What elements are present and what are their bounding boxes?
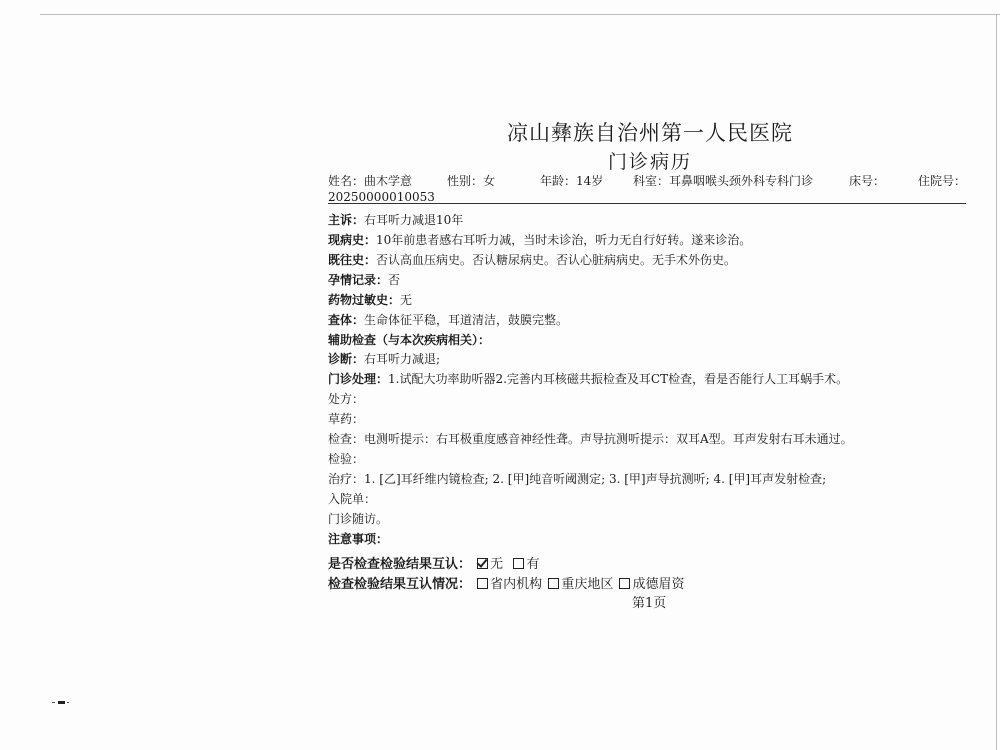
lab-test-row	[328, 450, 364, 467]
patient-sex-field	[447, 172, 495, 189]
scope-chongqing-label: 重庆地区	[561, 577, 614, 592]
treatment-label: 门诊处理：	[328, 372, 389, 386]
option-yes-checkbox[interactable]	[513, 558, 524, 569]
header-divider	[328, 203, 966, 204]
inpatient-no-label: 住院号：	[918, 174, 967, 188]
past-history-label: 既往史：	[328, 253, 377, 267]
record-title: 门诊病历	[607, 151, 692, 173]
scope-chengdemeizi-label: 成德眉资	[632, 577, 685, 592]
scope-province-label: 省内机构	[490, 577, 543, 592]
treatment: 1.试配大功率助听器2.完善内耳核磁共振检查及耳CT检查，看是否能行人工耳蜗手术。	[388, 372, 849, 386]
pregnancy: 否	[388, 273, 401, 287]
therapy: 1. [乙]耳纤维内镜检查; 2. [甲]纯音听阈测定; 3. [甲]声导抗测听; 4. [甲]耳声发射检查;	[364, 472, 827, 486]
herbal-row	[328, 410, 364, 427]
physical-exam-row	[328, 311, 568, 328]
scan-speck	[52, 700, 70, 705]
present-illness-label: 现病史：	[328, 233, 377, 247]
lab-test-label: 检验：	[328, 452, 365, 466]
chief-complaint: 右耳听力减退10年	[364, 213, 464, 227]
scope-province-checkbox[interactable]	[477, 578, 488, 589]
scope-chongqing-checkbox[interactable]	[548, 578, 559, 589]
bed-label: 床号：	[849, 174, 886, 188]
patient-age: 14岁	[576, 174, 604, 188]
page-number: 第1页	[632, 596, 667, 611]
admission-row	[328, 490, 376, 507]
past-history: 否认高血压病史。否认糖尿病史。否认心脏病病史。无手术外伤史。	[376, 253, 737, 267]
allergy-label: 药物过敏史：	[328, 293, 401, 307]
allergy: 无	[400, 293, 413, 307]
examination-row	[328, 430, 853, 447]
examination-label: 检查：	[328, 432, 365, 446]
patient-sex-label: 性别：	[447, 174, 484, 188]
mutual-recognition-question	[328, 553, 539, 572]
mutual-recognition-status-label: 检查检验结果互认情况：	[328, 577, 472, 592]
physical-exam: 生命体征平稳，耳道清洁，鼓膜完整。	[364, 313, 569, 327]
hospital-name: 凉山彝族自治州第一人民医院	[507, 121, 793, 145]
pregnancy-label: 孕情记录：	[328, 273, 389, 287]
patient-age-field	[540, 172, 603, 189]
physical-exam-label: 查体：	[328, 313, 365, 327]
department-field	[633, 172, 813, 189]
inpatient-number: 20250000010053	[328, 190, 435, 204]
scan-edge-right	[996, 14, 997, 750]
chief-complaint-label: 主诉：	[328, 213, 365, 227]
herbal-label: 草药：	[328, 412, 365, 426]
admission-label: 入院单：	[328, 492, 377, 506]
treatment-row	[328, 370, 848, 387]
pregnancy-row	[328, 271, 400, 288]
mutual-recognition-question-label: 是否检查检验结果互认：	[328, 557, 472, 572]
auxiliary-exam-label: 辅助检查（与本次疾病相关）：	[328, 333, 491, 347]
scan-edge-top	[40, 14, 1000, 15]
bed-field	[849, 172, 885, 189]
follow-up: 门诊随访。	[328, 512, 389, 526]
patient-sex: 女	[483, 174, 496, 188]
diagnosis: 右耳听力减退;	[364, 352, 441, 366]
department: 耳鼻咽喉头颈外科专科门诊	[669, 174, 814, 188]
chief-complaint-row	[328, 211, 463, 228]
patient-name-field	[328, 172, 412, 189]
notes-label: 注意事项：	[328, 532, 389, 546]
examination: 电测听提示：右耳极重度感音神经性聋。声导抗测听提示：双耳A型。耳声发射右耳未通过。	[364, 432, 853, 446]
department-label: 科室：	[633, 174, 670, 188]
therapy-row	[328, 470, 826, 487]
prescription-row	[328, 390, 364, 407]
patient-age-label: 年龄：	[540, 174, 577, 188]
present-illness: 10年前患者感右耳听力减，当时未诊治，听力无自行好转。遂来诊治。	[376, 233, 752, 247]
patient-name: 曲木学意	[364, 174, 413, 188]
scope-chengdemeizi-checkbox[interactable]	[619, 578, 630, 589]
prescription-label: 处方：	[328, 392, 365, 406]
mutual-recognition-status	[328, 573, 684, 592]
past-history-row	[328, 251, 736, 268]
present-illness-row	[328, 231, 751, 248]
therapy-label: 治疗：	[328, 472, 365, 486]
diagnosis-row	[328, 350, 440, 367]
follow-up-row	[328, 510, 388, 527]
allergy-row	[328, 291, 412, 308]
notes-row	[328, 530, 388, 547]
option-none-checkbox[interactable]	[477, 558, 488, 569]
option-none-label: 无	[490, 557, 504, 572]
option-yes-label: 有	[526, 557, 540, 572]
patient-name-label: 姓名：	[328, 174, 365, 188]
diagnosis-label: 诊断：	[328, 352, 365, 366]
auxiliary-exam-row	[328, 331, 490, 348]
